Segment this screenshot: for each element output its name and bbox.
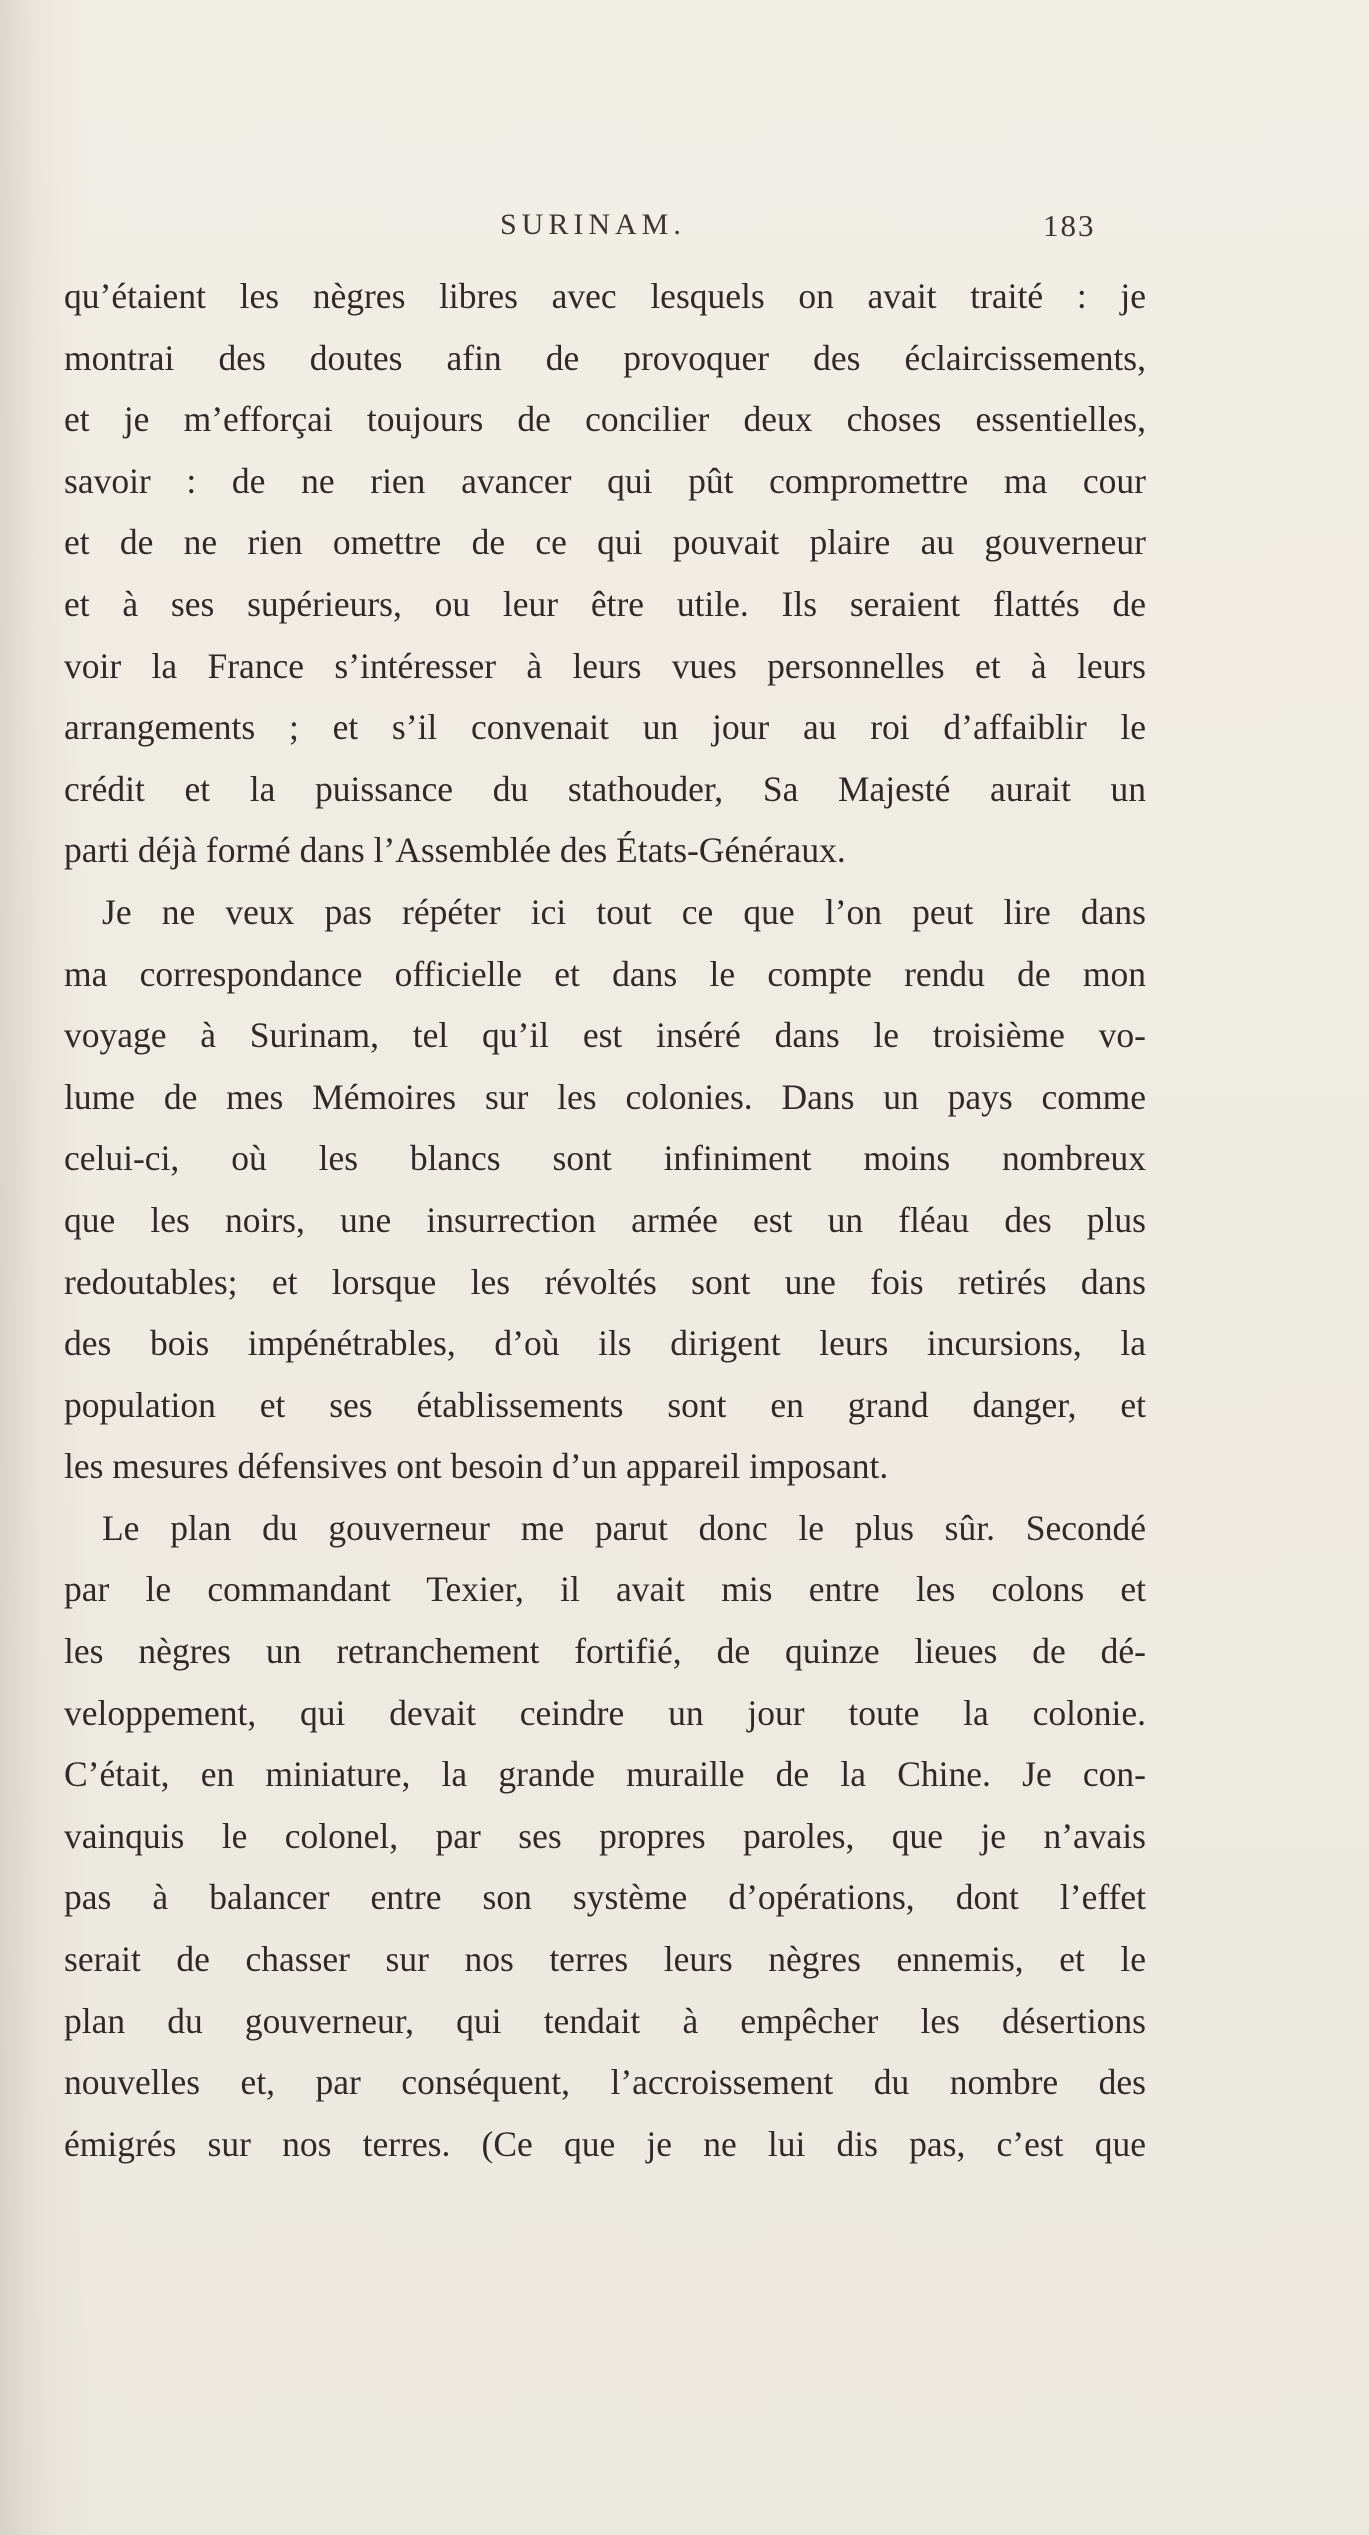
- text-line: par le commandant Texier, il avait mis entre les colons et: [64, 1569, 1146, 1610]
- text-line: et à ses supérieurs, ou leur être utile. Ils seraient flattés de: [64, 583, 1146, 624]
- text-line: parti déjà formé dans l’Assemblée des États-Généraux.: [64, 830, 846, 871]
- text-line: plan du gouverneur, qui tendait à empêcher les désertions: [64, 2000, 1146, 2041]
- text-line: Je ne veux pas répéter ici tout ce que l’on peut lire dans: [102, 891, 1146, 932]
- page-header: [0, 208, 1369, 248]
- text-line: serait de chasser sur nos terres leurs nègres ennemis, et le: [64, 1939, 1146, 1980]
- text-line: population et ses établissements sont en grand danger, et: [64, 1384, 1146, 1425]
- text-line: voyage à Surinam, tel qu’il est inséré dans le troisième vo-: [64, 1015, 1146, 1056]
- text-line: les mesures défensives ont besoin d’un appareil imposant.: [64, 1446, 889, 1487]
- text-line: savoir : de ne rien avancer qui pût compromettre ma cour: [64, 460, 1146, 501]
- text-line: des bois impénétrables, d’où ils dirigent leurs incursions, la: [64, 1323, 1146, 1364]
- text-line: voir la France s’intéresser à leurs vues personnelles et à leurs: [64, 645, 1146, 686]
- text-line: montrai des doutes afin de provoquer des éclaircissements,: [64, 337, 1146, 378]
- text-line: redoutables; et lorsque les révoltés sont une fois retirés dans: [64, 1261, 1146, 1302]
- text-line: C’était, en miniature, la grande muraille de la Chine. Je con-: [64, 1754, 1146, 1795]
- text-line: et de ne rien omettre de ce qui pouvait plaire au gouverneur: [64, 522, 1146, 563]
- text-line: émigrés sur nos terres. (Ce que je ne lui dis pas, c’est que: [64, 2123, 1146, 2164]
- text-line: veloppement, qui devait ceindre un jour toute la colonie.: [64, 1692, 1146, 1733]
- text-line: ma correspondance officielle et dans le compte rendu de mon: [64, 953, 1146, 994]
- body-text: [64, 266, 1146, 2175]
- running-title: SURINAM.: [500, 208, 686, 241]
- text-line: lume de mes Mémoires sur les colonies. Dans un pays comme: [64, 1076, 1146, 1117]
- text-line: qu’étaient les nègres libres avec lesquels on avait traité : je: [64, 276, 1146, 316]
- text-line: arrangements ; et s’il convenait un jour au roi d’affaiblir le: [64, 707, 1146, 748]
- text-line: crédit et la puissance du stathouder, Sa Majesté aurait un: [64, 768, 1146, 809]
- text-line: pas à balancer entre son système d’opérations, dont l’effet: [64, 1877, 1146, 1918]
- text-line: celui-ci, où les blancs sont infiniment moins nombreux: [64, 1138, 1146, 1179]
- page-number: 183: [1043, 208, 1096, 243]
- text-line: nouvelles et, par conséquent, l’accroissement du nombre des: [64, 2062, 1146, 2103]
- text-line: que les noirs, une insurrection armée est un fléau des plus: [64, 1199, 1146, 1240]
- text-line: les nègres un retranchement fortifié, de quinze lieues de dé-: [64, 1631, 1146, 1672]
- text-line: vainquis le colonel, par ses propres paroles, que je n’avais: [64, 1815, 1146, 1856]
- text-line: Le plan du gouverneur me parut donc le plus sûr. Secondé: [102, 1507, 1146, 1548]
- text-line: et je m’efforçai toujours de concilier deux choses essentielles,: [64, 399, 1146, 440]
